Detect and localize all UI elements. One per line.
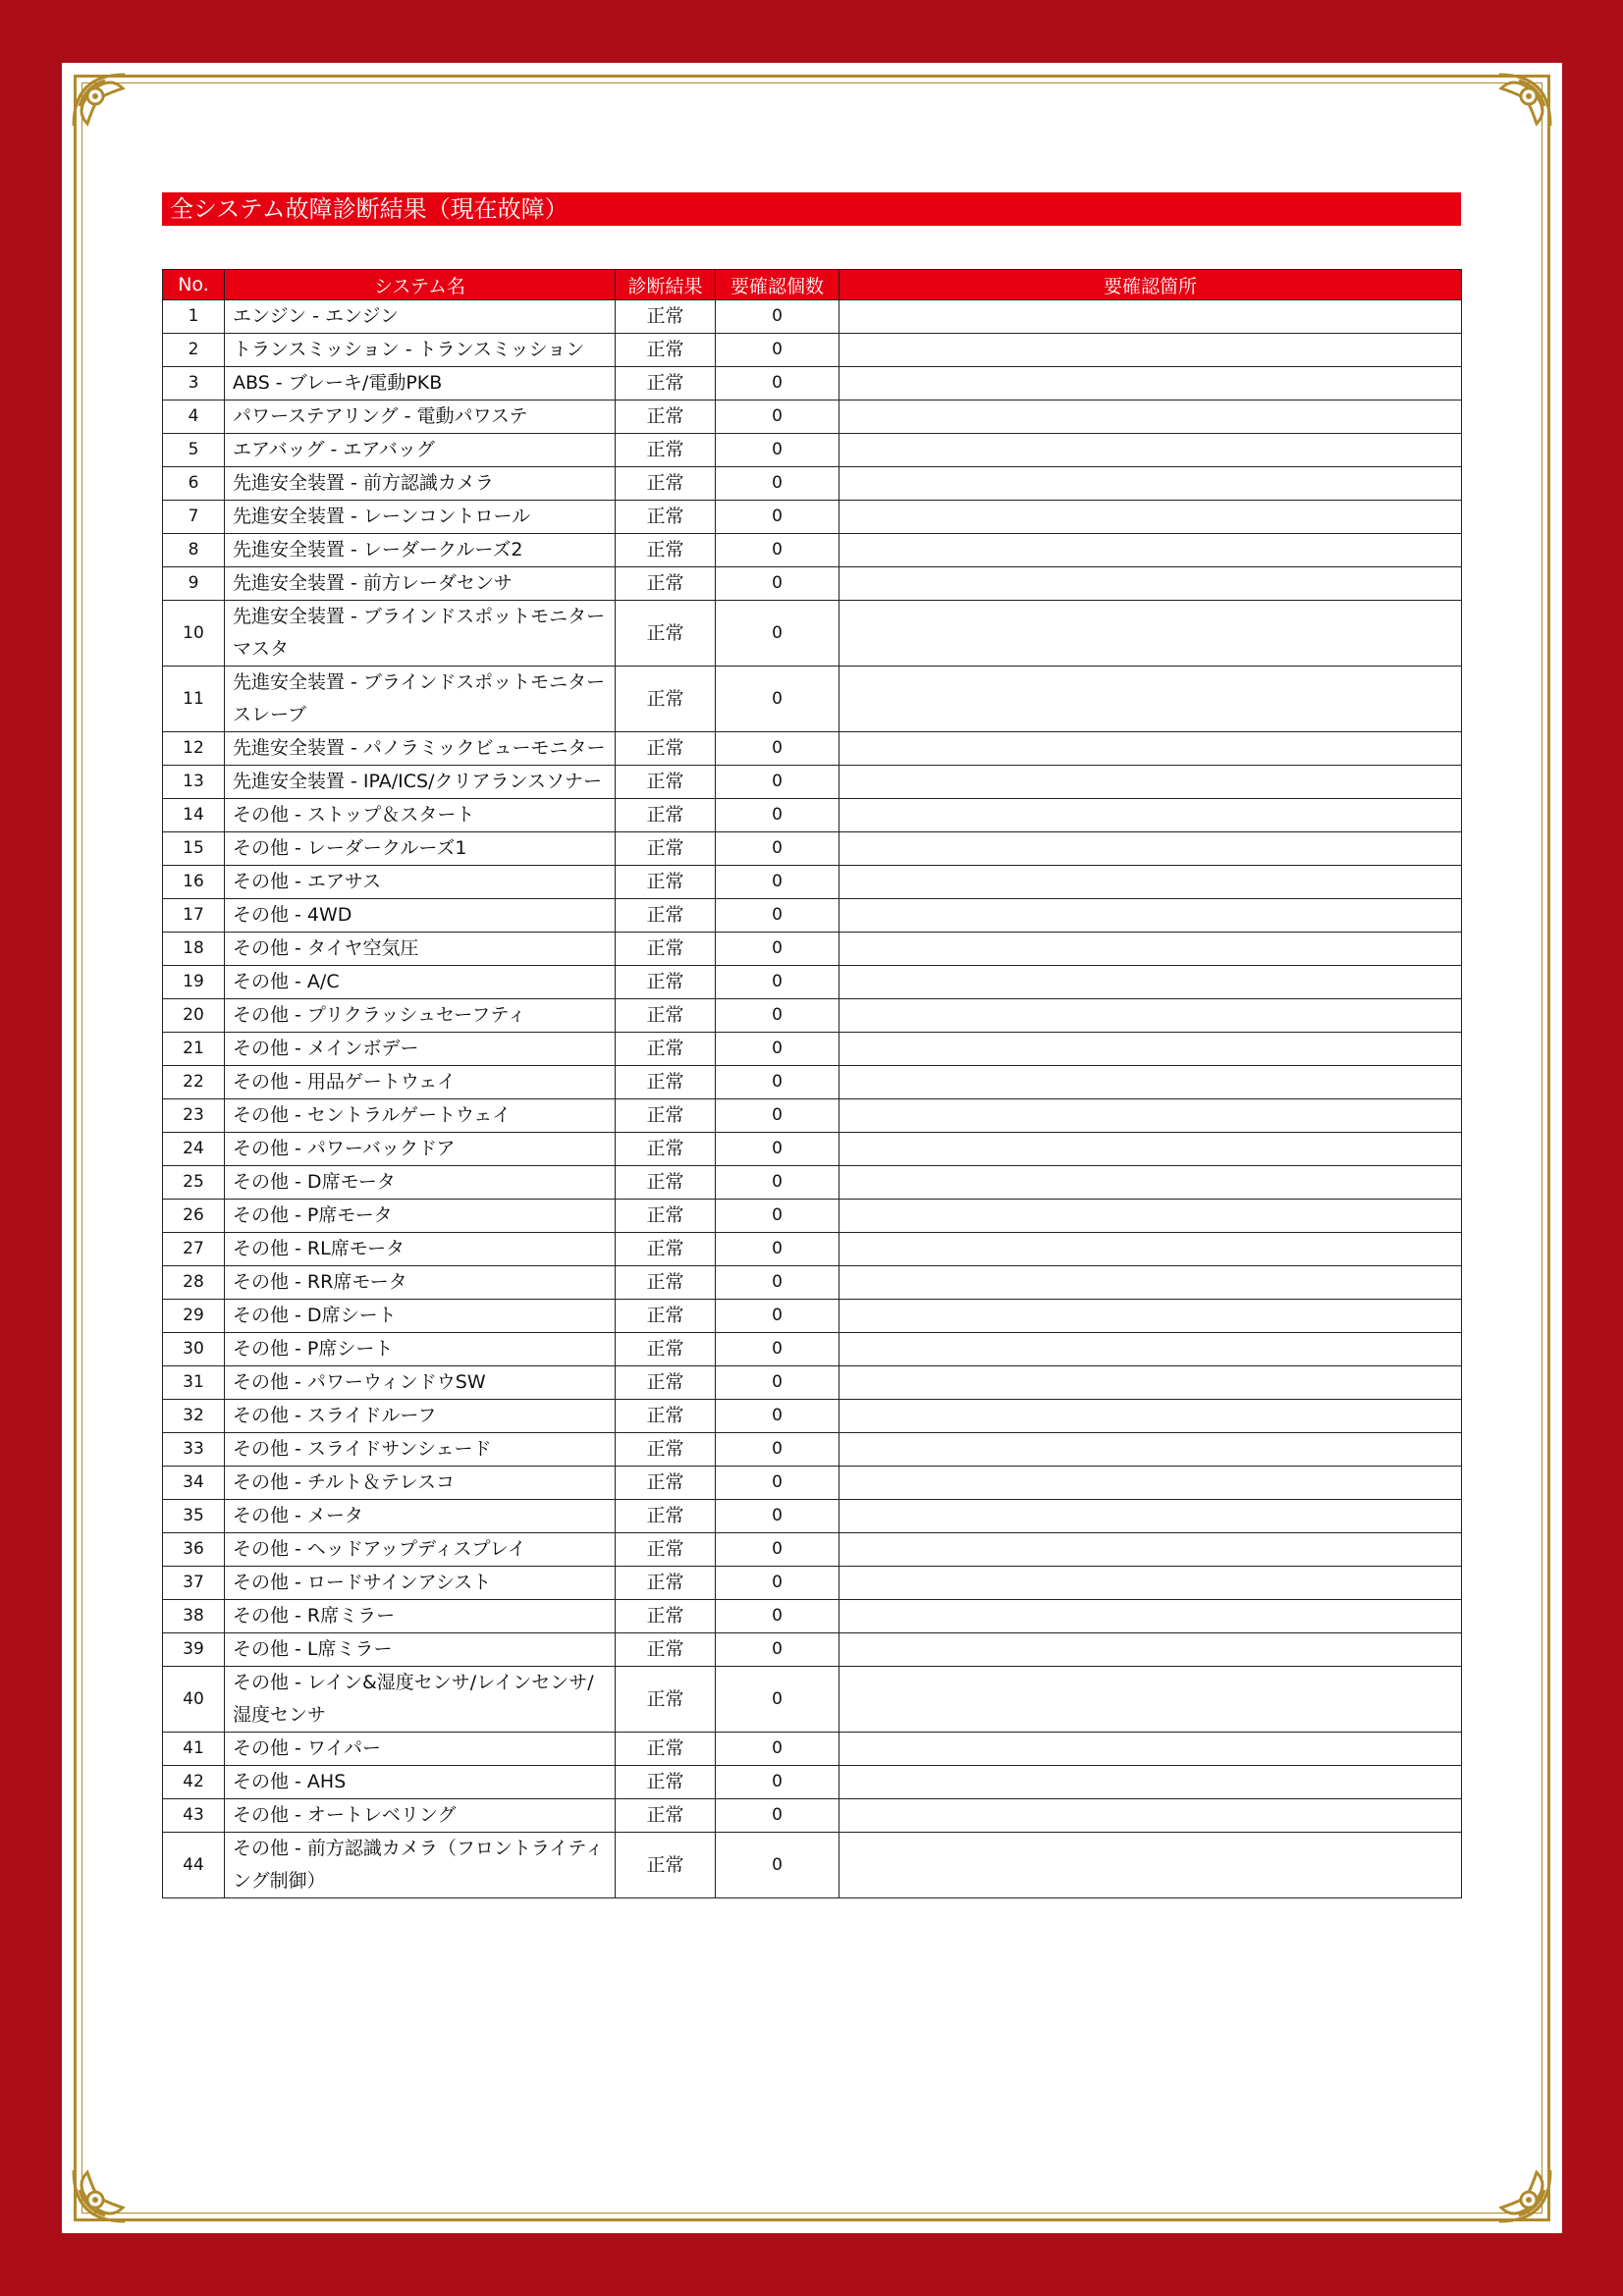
table-row (163, 1033, 1462, 1066)
cell-no: 34 (163, 1467, 225, 1500)
cell-no: 3 (163, 367, 225, 400)
table-row (163, 732, 1462, 766)
cell-check-location (839, 334, 1462, 367)
cell-check-location (839, 1099, 1462, 1133)
cell-system-name: その他 - スライドルーフ (225, 1400, 616, 1433)
cell-no: 1 (163, 300, 225, 334)
cell-result: 正常 (616, 1166, 716, 1200)
cell-result: 正常 (616, 534, 716, 567)
cell-result: 正常 (616, 1366, 716, 1400)
table-row (163, 1366, 1462, 1400)
cell-check-count: 0 (716, 866, 839, 899)
cell-result: 正常 (616, 1766, 716, 1799)
cell-system-name: 先進安全装置 - ブラインドスポットモニター スレーブ (225, 667, 616, 732)
cell-result: 正常 (616, 667, 716, 732)
cell-check-count: 0 (716, 1300, 839, 1333)
cell-check-location (839, 966, 1462, 999)
cell-system-name: その他 - ワイパー (225, 1733, 616, 1766)
table-row (163, 1733, 1462, 1766)
cell-result: 正常 (616, 400, 716, 434)
cell-check-location (839, 1166, 1462, 1200)
cell-check-location (839, 1567, 1462, 1600)
cell-check-count: 0 (716, 1333, 839, 1366)
cell-check-location (839, 1799, 1462, 1833)
cell-result: 正常 (616, 899, 716, 933)
cell-system-name: その他 - メインボデー (225, 1033, 616, 1066)
corner-ornament-icon (66, 2141, 154, 2229)
cell-check-count: 0 (716, 434, 839, 467)
cell-no: 25 (163, 1166, 225, 1200)
table-row (163, 1766, 1462, 1799)
cell-system-name: その他 - タイヤ空気圧 (225, 933, 616, 966)
cell-check-location (839, 766, 1462, 799)
cell-system-name: その他 - パワーウィンドウSW (225, 1366, 616, 1400)
cell-check-location (839, 501, 1462, 534)
cell-no: 26 (163, 1200, 225, 1233)
cell-no: 11 (163, 667, 225, 732)
cell-result: 正常 (616, 367, 716, 400)
cell-system-name: その他 - オートレベリング (225, 1799, 616, 1833)
cell-check-count: 0 (716, 1400, 839, 1433)
cell-check-location (839, 1133, 1462, 1166)
corner-ornament-icon (1470, 67, 1558, 155)
cell-check-location (839, 866, 1462, 899)
cell-system-name: エンジン - エンジン (225, 300, 616, 334)
cell-result: 正常 (616, 766, 716, 799)
cell-check-count: 0 (716, 501, 839, 534)
header-system-name: システム名 (225, 270, 616, 300)
cell-check-count: 0 (716, 367, 839, 400)
page-title: 全システム故障診断結果（現在故障） (162, 192, 1461, 226)
cell-no: 35 (163, 1500, 225, 1533)
cell-check-location (839, 1333, 1462, 1366)
table-row (163, 1667, 1462, 1733)
cell-system-name: その他 - レーダークルーズ1 (225, 832, 616, 866)
cell-no: 18 (163, 933, 225, 966)
table-row (163, 1333, 1462, 1366)
cell-result: 正常 (616, 966, 716, 999)
cell-check-location (839, 799, 1462, 832)
table-row (163, 300, 1462, 334)
cell-check-location (839, 1266, 1462, 1300)
cell-no: 9 (163, 567, 225, 601)
cell-check-count: 0 (716, 1600, 839, 1633)
cell-result: 正常 (616, 1533, 716, 1567)
cell-check-location (839, 1500, 1462, 1533)
cell-check-count: 0 (716, 732, 839, 766)
cell-check-location (839, 667, 1462, 732)
cell-no: 6 (163, 467, 225, 501)
cell-check-count: 0 (716, 766, 839, 799)
cell-result: 正常 (616, 1266, 716, 1300)
cell-result: 正常 (616, 1467, 716, 1500)
table-row (163, 667, 1462, 732)
cell-system-name: パワーステアリング - 電動パワステ (225, 400, 616, 434)
cell-result: 正常 (616, 1667, 716, 1733)
cell-no: 21 (163, 1033, 225, 1066)
table-row (163, 567, 1462, 601)
cell-no: 30 (163, 1333, 225, 1366)
cell-system-name: 先進安全装置 - パノラミックビューモニター (225, 732, 616, 766)
cell-no: 44 (163, 1833, 225, 1898)
cell-check-count: 0 (716, 1266, 839, 1300)
cell-no: 17 (163, 899, 225, 933)
cell-no: 13 (163, 766, 225, 799)
cell-no: 33 (163, 1433, 225, 1467)
table-row (163, 1467, 1462, 1500)
cell-system-name: その他 - レイン&湿度センサ/レインセンサ/湿度センサ (225, 1667, 616, 1733)
cell-check-location (839, 1766, 1462, 1799)
cell-check-location (839, 1033, 1462, 1066)
cell-check-location (839, 1667, 1462, 1733)
cell-system-name: ABS - ブレーキ/電動PKB (225, 367, 616, 400)
cell-no: 23 (163, 1099, 225, 1133)
cell-system-name: その他 - RL席モータ (225, 1233, 616, 1266)
cell-check-location (839, 1233, 1462, 1266)
cell-check-count: 0 (716, 1500, 839, 1533)
cell-system-name: その他 - チルト＆テレスコ (225, 1467, 616, 1500)
table-row (163, 1400, 1462, 1433)
cell-no: 41 (163, 1733, 225, 1766)
cell-result: 正常 (616, 1133, 716, 1166)
cell-check-count: 0 (716, 534, 839, 567)
table-row (163, 1300, 1462, 1333)
cell-no: 31 (163, 1366, 225, 1400)
cell-system-name: その他 - D席モータ (225, 1166, 616, 1200)
cell-system-name: エアバッグ - エアバッグ (225, 434, 616, 467)
cell-no: 27 (163, 1233, 225, 1266)
cell-no: 37 (163, 1567, 225, 1600)
cell-result: 正常 (616, 1600, 716, 1633)
table-row (163, 1600, 1462, 1633)
cell-check-location (839, 1300, 1462, 1333)
cell-result: 正常 (616, 334, 716, 367)
cell-check-location (839, 933, 1462, 966)
cell-system-name: その他 - RR席モータ (225, 1266, 616, 1300)
table-row (163, 966, 1462, 999)
cell-result: 正常 (616, 467, 716, 501)
cell-result: 正常 (616, 300, 716, 334)
cell-no: 7 (163, 501, 225, 534)
cell-system-name: トランスミッション - トランスミッション (225, 334, 616, 367)
report-page (62, 63, 1562, 2233)
cell-check-location (839, 1733, 1462, 1766)
cell-check-location (839, 400, 1462, 434)
cell-check-count: 0 (716, 1166, 839, 1200)
cell-system-name: その他 - ストップ＆スタート (225, 799, 616, 832)
cell-result: 正常 (616, 1433, 716, 1467)
cell-check-location (839, 534, 1462, 567)
cell-no: 22 (163, 1066, 225, 1099)
cell-check-location (839, 1200, 1462, 1233)
table-row (163, 1233, 1462, 1266)
cell-check-location (839, 1833, 1462, 1898)
cell-check-location (839, 832, 1462, 866)
cell-no: 43 (163, 1799, 225, 1833)
table-row (163, 501, 1462, 534)
cell-system-name: その他 - スライドサンシェード (225, 1433, 616, 1467)
cell-result: 正常 (616, 501, 716, 534)
cell-check-count: 0 (716, 966, 839, 999)
cell-check-location (839, 1600, 1462, 1633)
table-row (163, 799, 1462, 832)
cell-no: 5 (163, 434, 225, 467)
cell-check-location (839, 1467, 1462, 1500)
table-row (163, 334, 1462, 367)
cell-check-count: 0 (716, 1633, 839, 1667)
cell-result: 正常 (616, 1400, 716, 1433)
cell-system-name: 先進安全装置 - レーダークルーズ2 (225, 534, 616, 567)
table-row (163, 601, 1462, 667)
cell-system-name: その他 - P席シート (225, 1333, 616, 1366)
table-row (163, 1266, 1462, 1300)
cell-check-location (839, 1366, 1462, 1400)
cell-check-location (839, 601, 1462, 667)
table-row (163, 1799, 1462, 1833)
cell-system-name: その他 - メータ (225, 1500, 616, 1533)
cell-result: 正常 (616, 1200, 716, 1233)
cell-system-name: その他 - L席ミラー (225, 1633, 616, 1667)
cell-check-count: 0 (716, 1133, 839, 1166)
diagnosis-table (162, 269, 1462, 1898)
table-row (163, 1567, 1462, 1600)
cell-system-name: その他 - D席シート (225, 1300, 616, 1333)
cell-result: 正常 (616, 601, 716, 667)
cell-result: 正常 (616, 1799, 716, 1833)
cell-system-name: 先進安全装置 - 前方レーダセンサ (225, 567, 616, 601)
cell-system-name: その他 - エアサス (225, 866, 616, 899)
cell-check-count: 0 (716, 1066, 839, 1099)
table-row (163, 766, 1462, 799)
cell-system-name: その他 - 前方認識カメラ（フロントライティング制御） (225, 1833, 616, 1898)
cell-no: 14 (163, 799, 225, 832)
table-row (163, 367, 1462, 400)
table-row (163, 1533, 1462, 1567)
cell-check-count: 0 (716, 1467, 839, 1500)
cell-no: 39 (163, 1633, 225, 1667)
cell-no: 42 (163, 1766, 225, 1799)
cell-check-location (839, 1066, 1462, 1099)
corner-ornament-icon (66, 67, 154, 155)
cell-result: 正常 (616, 1633, 716, 1667)
cell-no: 36 (163, 1533, 225, 1567)
table-row (163, 899, 1462, 933)
cell-no: 8 (163, 534, 225, 567)
cell-check-location (839, 467, 1462, 501)
table-header-row (163, 270, 1462, 300)
table-row (163, 400, 1462, 434)
cell-system-name: 先進安全装置 - レーンコントロール (225, 501, 616, 534)
cell-check-count: 0 (716, 899, 839, 933)
cell-result: 正常 (616, 799, 716, 832)
cell-system-name: その他 - P席モータ (225, 1200, 616, 1233)
table-row (163, 1200, 1462, 1233)
cell-no: 29 (163, 1300, 225, 1333)
cell-check-location (839, 1533, 1462, 1567)
cell-check-location (839, 434, 1462, 467)
cell-check-count: 0 (716, 1833, 839, 1898)
cell-check-count: 0 (716, 1033, 839, 1066)
cell-system-name: その他 - プリクラッシュセーフティ (225, 999, 616, 1033)
cell-no: 20 (163, 999, 225, 1033)
table-row (163, 999, 1462, 1033)
cell-result: 正常 (616, 1300, 716, 1333)
cell-no: 16 (163, 866, 225, 899)
cell-check-location (839, 899, 1462, 933)
cell-check-count: 0 (716, 1733, 839, 1766)
cell-system-name: その他 - ロードサインアシスト (225, 1567, 616, 1600)
table-row (163, 832, 1462, 866)
cell-check-count: 0 (716, 832, 839, 866)
table-row (163, 1500, 1462, 1533)
cell-result: 正常 (616, 999, 716, 1033)
cell-check-count: 0 (716, 1200, 839, 1233)
cell-check-count: 0 (716, 567, 839, 601)
cell-no: 4 (163, 400, 225, 434)
table-row (163, 1433, 1462, 1467)
cell-check-count: 0 (716, 1433, 839, 1467)
cell-system-name: 先進安全装置 - 前方認識カメラ (225, 467, 616, 501)
cell-no: 19 (163, 966, 225, 999)
cell-result: 正常 (616, 1833, 716, 1898)
table-row (163, 1133, 1462, 1166)
cell-check-count: 0 (716, 467, 839, 501)
cell-check-count: 0 (716, 933, 839, 966)
table-row (163, 534, 1462, 567)
cell-result: 正常 (616, 933, 716, 966)
cell-check-count: 0 (716, 1567, 839, 1600)
cell-check-count: 0 (716, 1366, 839, 1400)
cell-check-count: 0 (716, 999, 839, 1033)
cell-check-count: 0 (716, 300, 839, 334)
cell-no: 28 (163, 1266, 225, 1300)
cell-check-location (839, 1400, 1462, 1433)
header-check-location: 要確認箇所 (839, 270, 1462, 300)
cell-result: 正常 (616, 832, 716, 866)
cell-check-count: 0 (716, 1233, 839, 1266)
header-result: 診断結果 (616, 270, 716, 300)
cell-system-name: その他 - R席ミラー (225, 1600, 616, 1633)
header-no: No. (163, 270, 225, 300)
cell-check-count: 0 (716, 1099, 839, 1133)
corner-ornament-icon (1470, 2141, 1558, 2229)
table-row (163, 1066, 1462, 1099)
cell-no: 2 (163, 334, 225, 367)
cell-result: 正常 (616, 1099, 716, 1133)
cell-no: 15 (163, 832, 225, 866)
cell-check-count: 0 (716, 400, 839, 434)
header-check-count: 要確認個数 (716, 270, 839, 300)
table-row (163, 467, 1462, 501)
cell-system-name: その他 - パワーバックドア (225, 1133, 616, 1166)
table-row (163, 1099, 1462, 1133)
cell-system-name: その他 - A/C (225, 966, 616, 999)
cell-result: 正常 (616, 1033, 716, 1066)
cell-check-location (839, 300, 1462, 334)
cell-system-name: 先進安全装置 - IPA/ICS/クリアランスソナー (225, 766, 616, 799)
cell-system-name: その他 - 用品ゲートウェイ (225, 1066, 616, 1099)
cell-result: 正常 (616, 1233, 716, 1266)
table-row (163, 434, 1462, 467)
cell-system-name: その他 - ヘッドアップディスプレイ (225, 1533, 616, 1567)
cell-check-count: 0 (716, 667, 839, 732)
cell-system-name: その他 - AHS (225, 1766, 616, 1799)
cell-check-location (839, 999, 1462, 1033)
cell-check-count: 0 (716, 799, 839, 832)
cell-check-location (839, 732, 1462, 766)
cell-no: 12 (163, 732, 225, 766)
cell-result: 正常 (616, 1733, 716, 1766)
cell-no: 38 (163, 1600, 225, 1633)
cell-result: 正常 (616, 434, 716, 467)
cell-result: 正常 (616, 1333, 716, 1366)
cell-check-location (839, 1433, 1462, 1467)
cell-system-name: 先進安全装置 - ブラインドスポットモニター マスタ (225, 601, 616, 667)
table-row (163, 1833, 1462, 1898)
cell-no: 10 (163, 601, 225, 667)
cell-result: 正常 (616, 1567, 716, 1600)
table-row (163, 866, 1462, 899)
cell-check-count: 0 (716, 1533, 839, 1567)
cell-check-count: 0 (716, 1667, 839, 1733)
cell-system-name: その他 - セントラルゲートウェイ (225, 1099, 616, 1133)
cell-check-count: 0 (716, 1799, 839, 1833)
cell-no: 24 (163, 1133, 225, 1166)
cell-result: 正常 (616, 1066, 716, 1099)
table-row (163, 933, 1462, 966)
table-row (163, 1166, 1462, 1200)
cell-check-count: 0 (716, 334, 839, 367)
cell-result: 正常 (616, 567, 716, 601)
cell-check-location (839, 567, 1462, 601)
table-row (163, 1633, 1462, 1667)
cell-system-name: その他 - 4WD (225, 899, 616, 933)
cell-result: 正常 (616, 866, 716, 899)
cell-check-count: 0 (716, 601, 839, 667)
cell-check-count: 0 (716, 1766, 839, 1799)
cell-check-location (839, 1633, 1462, 1667)
cell-no: 40 (163, 1667, 225, 1733)
cell-no: 32 (163, 1400, 225, 1433)
cell-check-location (839, 367, 1462, 400)
cell-result: 正常 (616, 732, 716, 766)
cell-result: 正常 (616, 1500, 716, 1533)
